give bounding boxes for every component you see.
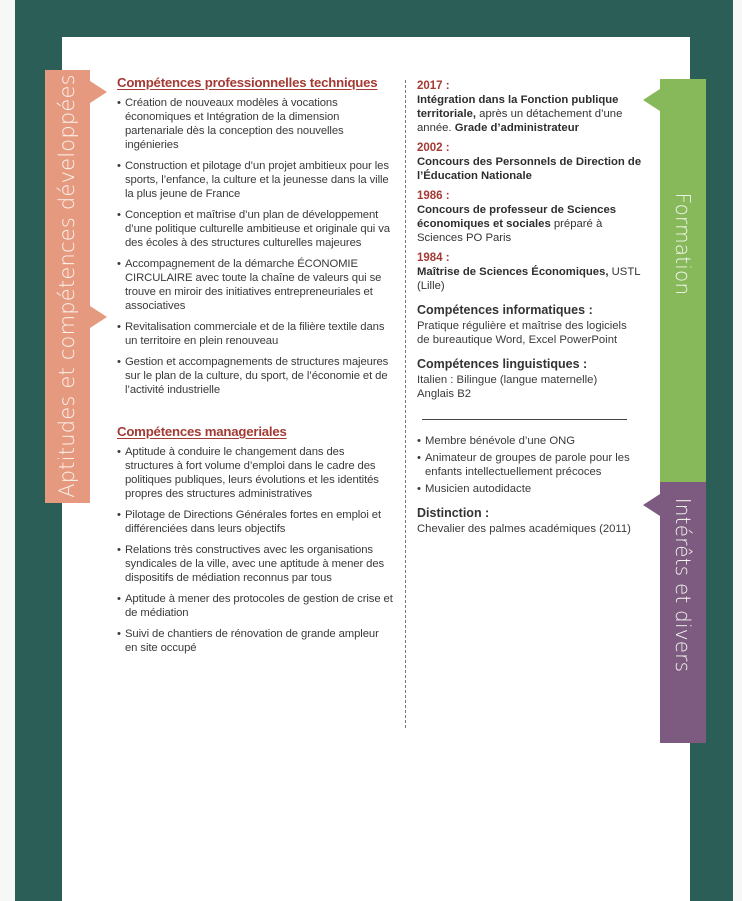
- list-item: • Aptitude à mener des protocoles de gestion de crise et de médiation: [117, 592, 393, 620]
- tab-pointer-arrow: [90, 81, 107, 103]
- formation-entry: [417, 79, 642, 135]
- list-item: • Accompagnement de la démarche ÉCONOMIE CIRCULAIRE avec toute la chaîne de valeurs qui se trouve en miroir des initiatives entrepreneuriales et associatives: [117, 257, 393, 313]
- distinction-title: Distinction :: [417, 506, 490, 520]
- tab-pointer-arrow: [643, 494, 660, 516]
- entry-title: Concours de professeur de Sciences économiques et sociales: [417, 204, 617, 230]
- tab-pointer-arrow: [643, 89, 660, 111]
- entry-title: Intégration dans la Fonction publique territoriale,: [417, 94, 619, 120]
- entry-title: Maîtrise de Sciences Économiques,: [417, 266, 609, 278]
- language-line: Anglais B2: [417, 388, 472, 400]
- formation-column: [417, 79, 642, 536]
- list-item: • Aptitude à conduire le changement dans des structures à fort volume d’emploi dans le cadre des politiques publiques, leurs évolutions et les identités propres des structures administratives: [117, 445, 393, 501]
- list-item: • Revitalisation commerciale et de la filière textile dans un territoire en plein renouveau: [117, 320, 393, 348]
- formation-entry: [417, 189, 642, 245]
- interests-list: [417, 434, 642, 496]
- skills-column: [117, 76, 393, 662]
- formation-entry: [417, 251, 642, 293]
- entry-detail: après un détachement d’une année.: [417, 108, 623, 134]
- entry-grade: Grade d’administrateur: [454, 122, 580, 134]
- tab-aptitudes-label: Aptitudes et compétences développées: [55, 74, 79, 498]
- list-item: • Conception et maîtrise d’un plan de développement d’une politique culturelle ambitieuse et originale qui va des écoles à des structures culturelles majeures: [117, 208, 393, 250]
- entry-year: 1986 :: [417, 190, 450, 202]
- distinction-text: Chevalier des palmes académiques (2011): [417, 523, 631, 535]
- list-item: • Membre bénévole d’une ONG: [417, 434, 642, 448]
- list-item: • Création de nouveaux modèles à vocations économiques et Intégration de la dimension partenariale dès la conception des nouvelles ingénieries: [117, 96, 393, 152]
- technical-skills-list: [117, 96, 393, 397]
- list-item: • Pilotage de Directions Générales fortes en emploi et différenciées dans leurs objectifs: [117, 508, 393, 536]
- language-line: Italien : Bilingue (langue maternelle): [417, 374, 598, 386]
- entry-detail: USTL (Lille): [417, 266, 641, 292]
- entry-title: Concours des Personnels de Direction de l’Éducation Nationale: [417, 156, 642, 182]
- language-skills-title: Compétences linguistiques :: [417, 357, 588, 371]
- entry-year: 2017 :: [417, 80, 450, 92]
- formation-entry: [417, 141, 642, 183]
- section-title-technical: Compétences professionnelles techniques: [117, 75, 378, 90]
- tab-formation-label: Formation: [671, 192, 695, 296]
- section-rule: [422, 419, 627, 420]
- it-skills-text: Pratique régulière et maîtrise des logiciels de bureautique Word, Excel PowerPoint: [417, 320, 627, 346]
- managerial-skills-list: [117, 445, 393, 655]
- list-item: • Gestion et accompagnements de structures majeures sur le plan de la culture, du sport, de l’économie et de l’activité industrielle: [117, 355, 393, 397]
- column-divider: [405, 80, 406, 728]
- list-item: • Suivi de chantiers de rénovation de grande ampleur en site occupé: [117, 627, 393, 655]
- list-item: • Animateur de groupes de parole pour les enfants intellectuellement précoces: [417, 451, 642, 479]
- it-skills-title: Compétences informatiques :: [417, 303, 593, 317]
- entry-detail: préparé à Sciences PO Paris: [417, 218, 603, 244]
- list-item: • Construction et pilotage d’un projet ambitieux pour les sports, l’enfance, la culture et la jeunesse dans la ville la plus jeune de France: [117, 159, 393, 201]
- list-item: • Relations très constructives avec les organisations syndicales de la ville, avec une aptitude à mener des dispositifs de médiation reconnus par tous: [117, 543, 393, 585]
- entry-year: 1984 :: [417, 252, 450, 264]
- section-title-managerial: Compétences manageriales: [117, 424, 287, 439]
- entry-year: 2002 :: [417, 142, 450, 154]
- list-item: • Musicien autodidacte: [417, 482, 642, 496]
- tab-pointer-arrow: [90, 306, 107, 328]
- tab-interets-label: Intérêts et divers: [671, 497, 695, 673]
